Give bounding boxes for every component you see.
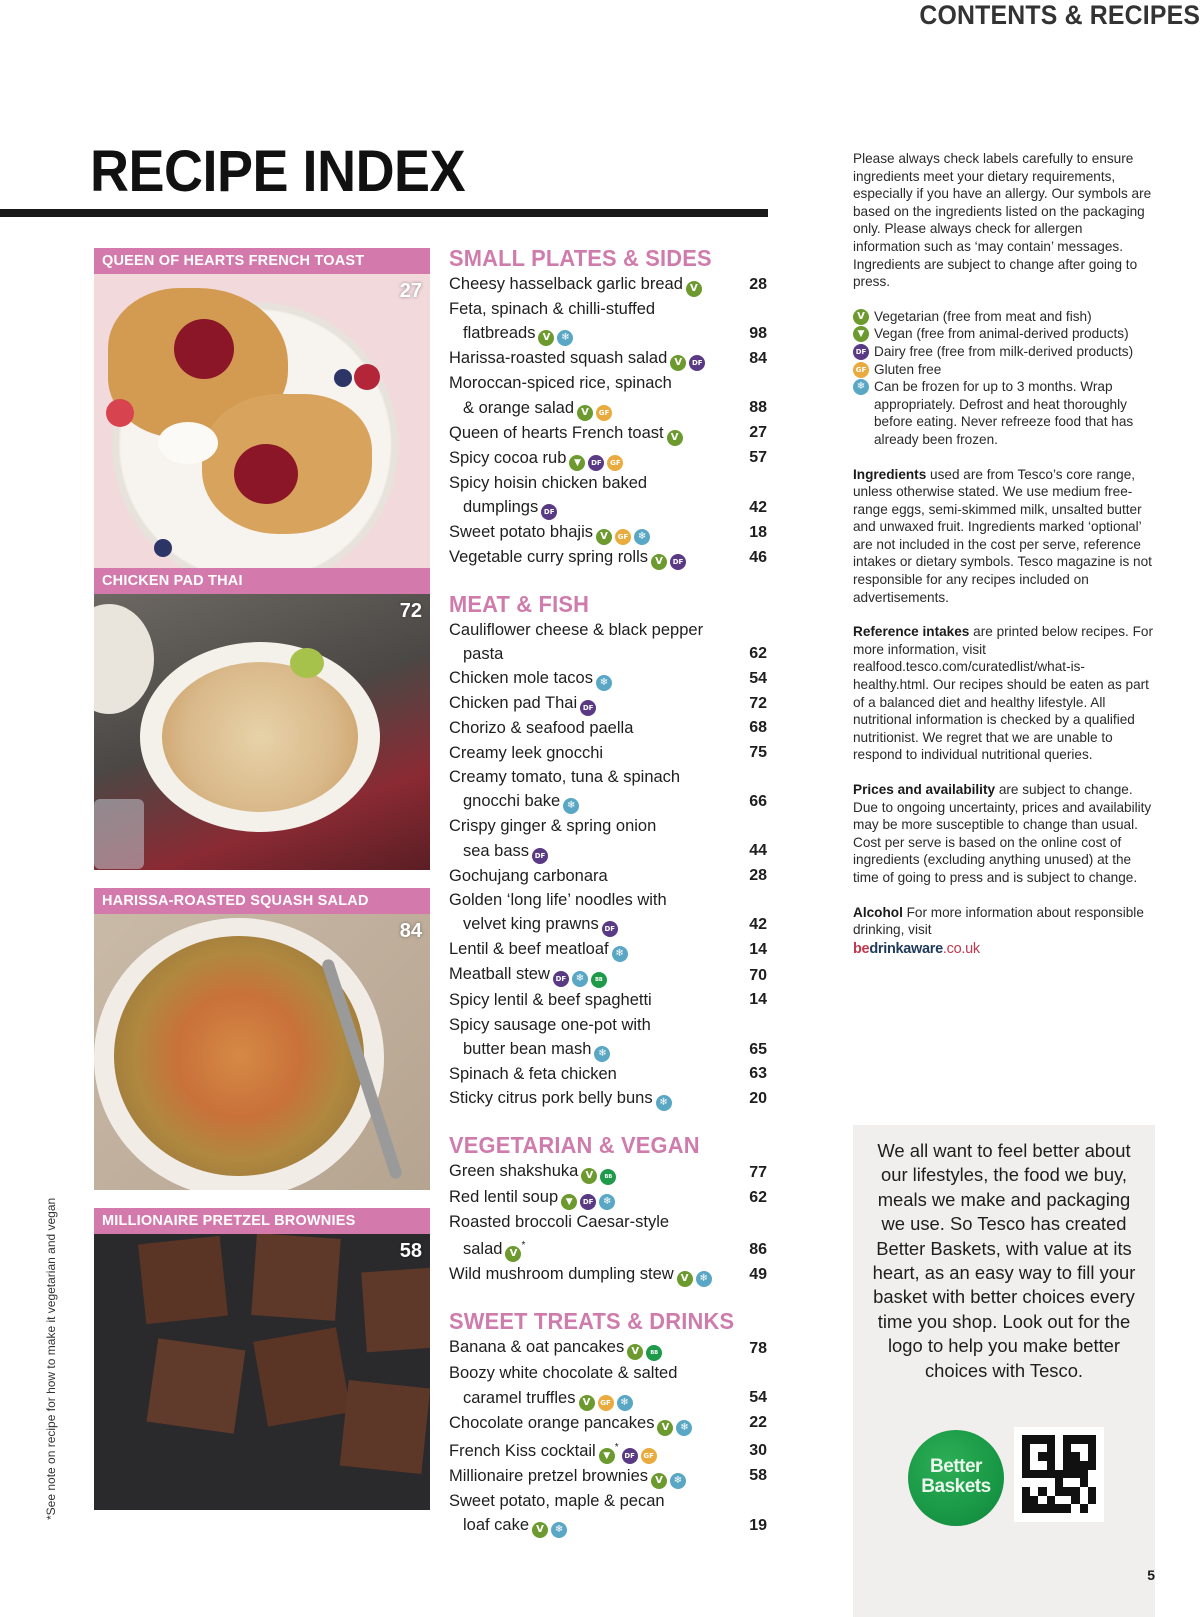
vegetarian-icon: V: [505, 1246, 521, 1262]
entry-title: Gochujang carbonara: [449, 866, 608, 885]
photo-page-number: 72: [399, 600, 422, 622]
section-title: MEAT & FISH: [449, 590, 590, 617]
page-number: 5: [1147, 1567, 1155, 1583]
entry-title: Boozy white chocolate & salted: [449, 1364, 678, 1383]
legend-text: Vegan (free from animal-derived products): [874, 326, 1129, 342]
entry-title: Meatball stew: [449, 965, 550, 984]
index-entry[interactable]: [449, 1464, 767, 1489]
entry-page-number: 77: [749, 1163, 767, 1181]
entry-title: French Kiss cocktail: [449, 1441, 596, 1460]
entry-title: Cheesy hasselback garlic bread: [449, 275, 683, 293]
index-entry[interactable]: [449, 988, 767, 1012]
photo-caption: QUEEN OF HEARTS FRENCH TOAST: [94, 248, 430, 274]
freezable-icon: ❄: [612, 946, 628, 962]
gluten-free-icon: GF: [596, 405, 612, 421]
photo-french-toast: [94, 274, 430, 569]
better-baskets-logo: [908, 1430, 1004, 1526]
entry-page-number: 46: [749, 548, 767, 566]
vegan-icon: ▼: [569, 455, 585, 471]
section-title: SMALL PLATES & SIDES: [449, 245, 712, 271]
berry: [354, 364, 380, 390]
photo-card-pretzel-brownies[interactable]: [94, 1208, 430, 1510]
index-entry[interactable]: [449, 765, 767, 814]
dairy-free-icon: DF: [588, 455, 604, 471]
gluten-free-icon: GF: [641, 1448, 657, 1464]
gluten-free-icon: GF: [615, 529, 631, 545]
dairy-free-icon: DF: [532, 848, 548, 864]
photo-caption: HARISSA-ROASTED SQUASH SALAD: [94, 888, 430, 914]
better-baskets-icon: BB: [591, 972, 607, 988]
berry: [106, 399, 134, 427]
index-section: [449, 590, 767, 1111]
dairy-free-icon: DF: [580, 700, 596, 716]
reference-intakes-note: [853, 623, 1153, 764]
photo-caption: MILLIONAIRE PRETZEL BROWNIES: [94, 1208, 430, 1234]
alcohol-note: [853, 904, 1153, 939]
entry-page-number: 14: [749, 991, 767, 1009]
index-entry[interactable]: [449, 297, 767, 346]
lime: [290, 648, 324, 678]
berry: [334, 369, 352, 387]
freezable-icon: ❄: [572, 971, 588, 987]
entry-page-number: 65: [749, 1040, 767, 1058]
entry-page-number: 98: [749, 325, 767, 342]
index-entry[interactable]: [449, 1013, 767, 1062]
index-entry[interactable]: [449, 471, 767, 520]
entry-title: Creamy tomato, tuna & spinach: [449, 768, 681, 787]
reference-label: Reference intakes: [853, 624, 970, 640]
entry-page-number: 14: [749, 940, 767, 958]
entry-title-continued: & orange salad: [463, 398, 574, 417]
entry-title: Chicken mole tacos: [449, 669, 593, 688]
entry-title-continued: gnocchi bake: [463, 792, 561, 811]
running-head: CONTENTS & RECIPES: [919, 0, 1200, 30]
freezable-icon: ❄: [557, 330, 573, 346]
prices-text: are subject to change. Due to ongoing uncertainty, prices and availability may be more susceptible to change than usual. Cost per serve is based on the online cost of ingredients (excluding anything unused) at the time of going to press and is subject to change.: [853, 782, 1152, 885]
index-entry[interactable]: [449, 1489, 767, 1538]
entry-title-continued: dumplings: [463, 497, 539, 516]
entry-title: Crispy ginger & spring onion: [449, 817, 657, 836]
entry-page-number: 70: [749, 966, 767, 984]
entry-title: Spinach & feta chicken: [449, 1064, 617, 1083]
freezable-icon: ❄: [563, 798, 579, 814]
photo-page-number: 27: [399, 280, 422, 302]
vegetarian-icon: V: [627, 1344, 643, 1360]
gluten-free-icon: GF: [853, 362, 869, 378]
legend-row: [853, 378, 1153, 448]
entry-page-number: 75: [749, 743, 767, 761]
entry-page-number: 27: [749, 424, 767, 442]
entry-title-continued: butter bean mash: [463, 1039, 592, 1058]
legend-row: [853, 343, 1153, 361]
alcohol-text: For more information about responsible drinking, visit: [853, 904, 1144, 938]
symbol-legend: [853, 308, 1153, 449]
entry-title: Spicy lentil & beef spaghetti: [449, 991, 652, 1010]
index-entry[interactable]: [449, 1411, 767, 1436]
better-baskets-promo: [853, 1125, 1155, 1617]
entry-title: Banana & oat pancakes: [449, 1338, 625, 1357]
index-entry[interactable]: [449, 666, 767, 691]
index-entry[interactable]: [449, 716, 767, 740]
vegan-icon: ▼: [599, 1448, 615, 1464]
section-title: SWEET TREATS & DRINKS: [449, 1308, 735, 1335]
index-entry[interactable]: [449, 1062, 767, 1086]
index-entry[interactable]: [449, 1361, 767, 1410]
entry-title: Roasted broccoli Caesar-style: [449, 1213, 670, 1232]
freezable-icon: ❄: [596, 675, 612, 691]
vegetarian-icon: V: [686, 281, 702, 297]
page-title: RECIPE INDEX: [90, 139, 466, 204]
index-entry[interactable]: [449, 1262, 767, 1287]
entry-page-number: 19: [749, 1516, 767, 1534]
vegan-icon: ▼: [561, 1194, 577, 1210]
entry-page-number: 84: [749, 350, 767, 367]
index-entry[interactable]: [449, 545, 767, 570]
photo-caption: CHICKEN PAD THAI: [94, 568, 430, 594]
title-rule: [0, 209, 768, 217]
index-entry[interactable]: [449, 1210, 767, 1262]
photo-page-number: 84: [399, 920, 422, 942]
allergy-notice: Please always check labels carefully to ensure ingredients meet your dietary requirements, especially if you have an allergy. Our symbols are based on the ingredients listed on the packaging only. Please always check for allergen information such as ‘may contain’ messages. Ingredients are subject to change after going to press.: [853, 151, 1152, 290]
alcohol-label: Alcohol: [853, 904, 903, 920]
vegetarian-icon: V: [581, 1168, 597, 1184]
entry-title-continued: pasta: [463, 645, 504, 664]
notes-column: [853, 150, 1153, 958]
entry-title-continued: velvet king prawns: [463, 915, 599, 934]
freezable-icon: ❄: [594, 1046, 610, 1062]
entry-page-number: 63: [749, 1064, 767, 1082]
index-entry[interactable]: [449, 1086, 767, 1111]
gluten-free-icon: GF: [598, 1395, 614, 1411]
index-entry[interactable]: [449, 962, 767, 988]
brownie: [138, 1236, 228, 1324]
photo-pretzel-brownies: [94, 1234, 430, 1510]
photo-card-squash-salad[interactable]: [94, 888, 430, 1190]
entry-page-number: 30: [749, 1442, 767, 1460]
photo-pad-thai: [94, 594, 430, 870]
ingredients-note: [853, 466, 1153, 607]
vegetarian-icon: V: [667, 430, 683, 446]
legend-text: Gluten free: [874, 361, 942, 377]
entry-title-continued: sea bass: [463, 841, 530, 860]
entry-page-number: 28: [749, 275, 767, 293]
dairy-free-icon: DF: [602, 921, 618, 937]
index-entry[interactable]: [449, 814, 767, 863]
brownie: [253, 1327, 351, 1426]
entry-page-number: 49: [749, 1266, 767, 1284]
dairy-free-icon: DF: [853, 344, 869, 360]
vegetarian-icon: V: [677, 1271, 693, 1287]
entry-page-number: 42: [749, 498, 767, 516]
noodles: [162, 662, 358, 812]
dairy-free-icon: DF: [580, 1194, 596, 1210]
vegetarian-icon: V: [538, 330, 554, 346]
entry-page-number: 62: [749, 1188, 767, 1206]
entry-page-number: 62: [749, 645, 767, 663]
entry-title: Millionaire pretzel brownies: [449, 1466, 648, 1485]
footnote-marker: *: [521, 1240, 526, 1252]
entry-page-number: 68: [749, 719, 767, 737]
logo-line-1: Better: [930, 1456, 982, 1477]
jam-heart: [174, 319, 234, 379]
index-entry[interactable]: [449, 741, 767, 765]
index-entry[interactable]: [449, 1436, 767, 1464]
entry-title: Green shakshuka: [449, 1162, 579, 1181]
entry-title: Red lentil soup: [449, 1188, 559, 1207]
entry-title: Chocolate orange pancakes: [449, 1413, 655, 1432]
entry-title: Chorizo & seafood paella: [449, 719, 634, 738]
entry-title: Sweet potato, maple & pecan: [449, 1491, 665, 1510]
better-baskets-icon: BB: [600, 1169, 616, 1185]
legend-text: Vegetarian (free from meat and fish): [874, 308, 1092, 324]
entry-page-number: 42: [749, 915, 767, 933]
footnote-marker: *: [614, 1441, 619, 1453]
promo-text: We all want to feel better about our lifestyles, the food we buy, meals we make and packaging we use. So Tesco has created Better Baskets, with value at its heart, as an easy way to fill your basket with better choices every time you shop. Look out for the logo to help you make better choices with Tesco.: [872, 1140, 1136, 1381]
jam-heart: [234, 444, 298, 504]
entry-title-continued: flatbreads: [463, 324, 536, 343]
entry-title: Queen of hearts French toast: [449, 423, 664, 442]
entry-title: Creamy leek gnocchi: [449, 743, 604, 762]
entry-page-number: 54: [749, 1389, 767, 1407]
freezable-icon: ❄: [551, 1522, 567, 1538]
index-section: [449, 1307, 767, 1538]
entry-title: Sticky citrus pork belly buns: [449, 1089, 653, 1108]
index-entry[interactable]: [449, 421, 767, 446]
photo-card-french-toast[interactable]: [94, 248, 430, 569]
entry-page-number: 66: [749, 793, 767, 811]
glass: [94, 799, 144, 869]
prices-label: Prices and availability: [853, 782, 996, 797]
entry-page-number: 20: [749, 1089, 767, 1107]
drinkaware-be: be: [853, 940, 870, 957]
brownie: [361, 1268, 430, 1353]
vegetarian-icon: V: [651, 1473, 667, 1489]
photo-squash-salad: [94, 914, 430, 1190]
prices-note: [853, 781, 1153, 887]
vegetarian-icon: V: [657, 1420, 673, 1436]
ingredients-label: Ingredients: [853, 466, 927, 482]
entry-title-continued: salad: [463, 1240, 503, 1259]
legend-text: Dairy free (free from milk-derived products): [874, 343, 1134, 359]
freezable-icon: ❄: [617, 1395, 633, 1411]
entry-page-number: 58: [749, 1467, 767, 1485]
entry-page-number: 86: [749, 1241, 767, 1259]
index-entry[interactable]: [449, 618, 767, 667]
berry: [154, 539, 172, 557]
index-entry[interactable]: [449, 1335, 767, 1361]
vegetarian-icon: V: [532, 1522, 548, 1538]
entry-title-continued: caramel truffles: [463, 1388, 576, 1407]
reference-text: are printed below recipes. For more information, visit realfood.tesco.com/curatedlist/what-is-healthy.html. Our recipes should be eaten as part of a balanced diet and healthy lifestyle. All nutritional information is checked by a qualified nutritionist. We regret that we are unable to respond to individual nutritional queries.: [853, 624, 1153, 763]
entry-page-number: 54: [749, 670, 767, 688]
photo-card-pad-thai[interactable]: [94, 568, 430, 870]
legend-row: [853, 361, 1153, 379]
dairy-free-icon: DF: [670, 554, 686, 570]
index-section: [449, 1131, 767, 1287]
brownie: [147, 1338, 246, 1433]
index-entry[interactable]: [449, 864, 767, 888]
section-title: VEGETARIAN & VEGAN: [449, 1132, 700, 1159]
index-entry[interactable]: [449, 446, 767, 471]
legend-row: [853, 325, 1153, 343]
freezable-icon: ❄: [599, 1194, 615, 1210]
freezable-icon: ❄: [853, 379, 869, 395]
entry-title: Spicy sausage one-pot with: [449, 1015, 651, 1034]
entry-title: Spicy hoisin chicken baked: [449, 473, 648, 492]
drinkaware-name: drinkaware: [869, 940, 943, 957]
vegetarian-icon: V: [651, 554, 667, 570]
entry-title: Lentil & beef meatloaf: [449, 940, 609, 959]
index-entry[interactable]: [449, 346, 767, 371]
vegan-icon: ▼: [853, 326, 869, 342]
index-entry[interactable]: [449, 937, 767, 962]
entry-title: Spicy cocoa rub: [449, 448, 567, 467]
freezable-icon: ❄: [656, 1095, 672, 1111]
entry-title: Golden ‘long life’ noodles with: [449, 890, 667, 909]
entry-title: Wild mushroom dumpling stew: [449, 1265, 674, 1284]
index-entry[interactable]: [449, 272, 767, 297]
entry-title-continued: loaf cake: [463, 1516, 530, 1535]
index-entry[interactable]: [449, 371, 767, 420]
brownie: [251, 1234, 341, 1321]
entry-title: Feta, spinach & chilli-stuffed: [449, 300, 656, 318]
legend-text: Can be frozen for up to 3 months. Wrap appropriately. Defrost and heat thoroughly before eating. Never refreeze food that has already been frozen.: [874, 379, 1134, 447]
index-entry[interactable]: [449, 691, 767, 716]
vegetarian-icon: V: [853, 309, 869, 325]
entry-title: Vegetable curry spring rolls: [449, 547, 649, 566]
legend-row: [853, 308, 1153, 326]
logo-line-2: Baskets: [921, 1476, 991, 1497]
drinkaware-tld: .co.uk: [942, 940, 980, 957]
entry-page-number: 22: [749, 1414, 767, 1432]
qr-code[interactable]: [1014, 1427, 1104, 1522]
gluten-free-icon: GF: [607, 455, 623, 471]
entry-page-number: 72: [749, 695, 767, 713]
drinkaware-link[interactable]: [853, 941, 1153, 959]
vegetarian-icon: V: [579, 1395, 595, 1411]
recipe-index: [449, 244, 767, 1538]
dairy-free-icon: DF: [553, 971, 569, 987]
ingredients-text: used are from Tesco’s core range, unless otherwise stated. We use medium free-range eggs, semi-skimmed milk, unsalted butter and unwaxed fruit. Ingredients marked ‘optional’ are not included in the cost per serve, reference intakes or dietary symbols. Tesco magazine is not responsible for any recipes included on advertisements.: [853, 466, 1152, 605]
index-section: [449, 244, 767, 570]
entry-page-number: 28: [749, 866, 767, 884]
freezable-icon: ❄: [670, 1473, 686, 1489]
entry-title: Chicken pad Thai: [449, 694, 578, 713]
index-entry[interactable]: [449, 888, 767, 937]
side-note: *See note on recipe for how to make it vegetarian and vegan: [44, 1197, 58, 1520]
vegetarian-icon: V: [577, 405, 593, 421]
entry-page-number: 57: [749, 449, 767, 467]
entry-title: Sweet potato bhajis: [449, 522, 594, 541]
dairy-free-icon: DF: [689, 355, 705, 371]
entry-title: Cauliflower cheese & black pepper: [449, 620, 704, 639]
photo-page-number: 58: [399, 1240, 422, 1262]
index-entry[interactable]: [449, 1159, 767, 1185]
entry-title: Harissa-roasted squash salad: [449, 349, 668, 368]
side-bowl: [94, 604, 154, 714]
entry-page-number: 18: [749, 523, 767, 541]
dairy-free-icon: DF: [541, 504, 557, 520]
index-entry[interactable]: [449, 1185, 767, 1210]
entry-page-number: 44: [749, 842, 767, 860]
qr-grid: [1022, 1435, 1096, 1513]
vegetarian-icon: V: [596, 529, 612, 545]
entry-page-number: 88: [749, 399, 767, 417]
freezable-icon: ❄: [676, 1420, 692, 1436]
index-entry[interactable]: [449, 520, 767, 545]
freezable-icon: ❄: [696, 1271, 712, 1287]
vegetarian-icon: V: [670, 355, 686, 371]
brownie: [340, 1380, 430, 1474]
better-baskets-icon: BB: [646, 1345, 662, 1361]
entry-title: Moroccan-spiced rice, spinach: [449, 374, 672, 393]
dairy-free-icon: DF: [622, 1448, 638, 1464]
yogurt: [158, 422, 218, 464]
freezable-icon: ❄: [634, 529, 650, 545]
entry-page-number: 78: [749, 1340, 767, 1358]
